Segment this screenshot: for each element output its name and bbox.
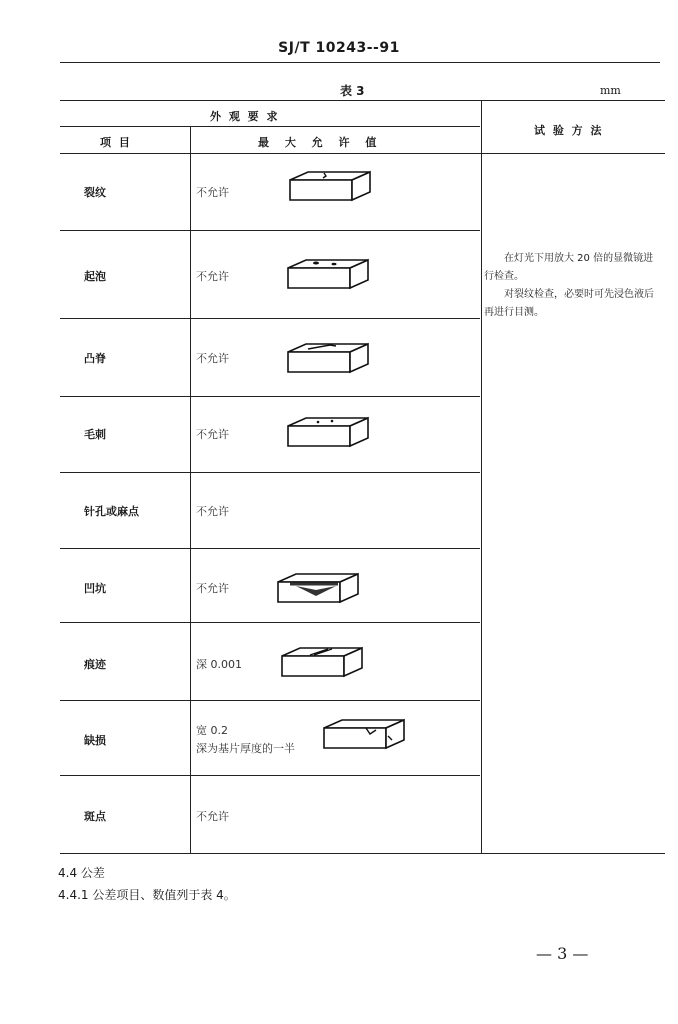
trace-sample-icon [280, 646, 364, 680]
row-item-label: 缺损 [84, 734, 106, 747]
row-item-label: 裂纹 [84, 186, 106, 199]
table-top-rule [60, 100, 665, 101]
row-value: 宽 0.2 [196, 724, 228, 737]
section-heading: 4.4 公差 [58, 866, 105, 880]
row-rule [60, 230, 480, 231]
row-rule [60, 548, 480, 549]
row-item-label: 针孔或麻点 [84, 505, 139, 518]
row-rule [60, 622, 480, 623]
pit-sample-icon [276, 572, 360, 606]
burr-sample-icon [286, 416, 370, 450]
row-value: 不允许 [196, 352, 229, 365]
row-item-label: 凹坑 [84, 582, 106, 595]
row-item-label: 毛刺 [84, 428, 106, 441]
table-caption: 表 3 [340, 84, 365, 98]
table-bottom-rule [60, 853, 665, 854]
table-unit: mm [600, 84, 621, 97]
item-value-divider [190, 127, 191, 853]
column-header-value: 最 大 允 许 值 [258, 136, 383, 149]
row-item-label: 凸脊 [84, 352, 106, 365]
column-header-rule [60, 153, 665, 154]
row-value: 不允许 [196, 810, 229, 823]
standard-number: SJ/T 10243--91 [278, 40, 400, 56]
group-header-rule [60, 126, 480, 127]
row-rule [60, 775, 480, 776]
test-method-paragraph: 在灯光下用放大 20 倍的显微镜进行检查。 [484, 253, 654, 282]
row-value-line2: 深为基片厚度的一半 [196, 742, 295, 755]
test-method-paragraph: 对裂纹检查，必要时可先浸色液后再进行目测。 [484, 289, 654, 318]
row-value: 不允许 [196, 428, 229, 441]
column-header-method: 试 验 方 法 [534, 124, 604, 137]
row-item-label: 痕迹 [84, 658, 106, 671]
row-rule [60, 472, 480, 473]
row-value: 深 0.001 [196, 658, 242, 671]
value-method-divider [481, 100, 482, 853]
row-rule [60, 700, 480, 701]
column-header-item: 项 目 [100, 136, 132, 149]
header-rule [60, 62, 660, 63]
row-item-label: 起泡 [84, 270, 106, 283]
group-header-label: 外 观 要 求 [210, 110, 280, 123]
page-number: — 3 — [536, 944, 589, 963]
crack-sample-icon [288, 170, 372, 204]
row-item-label: 斑点 [84, 810, 106, 823]
test-method-text [484, 250, 654, 322]
ridge-sample-icon [286, 342, 370, 376]
row-rule [60, 396, 480, 397]
row-rule [60, 318, 480, 319]
row-value: 不允许 [196, 270, 229, 283]
blister-sample-icon [286, 258, 370, 292]
section-text: 4.4.1 公差项目、数值列于表 4。 [58, 888, 236, 902]
chip-sample-icon [322, 718, 406, 752]
row-value: 不允许 [196, 186, 229, 199]
row-value: 不允许 [196, 582, 229, 595]
row-value: 不允许 [196, 505, 229, 518]
